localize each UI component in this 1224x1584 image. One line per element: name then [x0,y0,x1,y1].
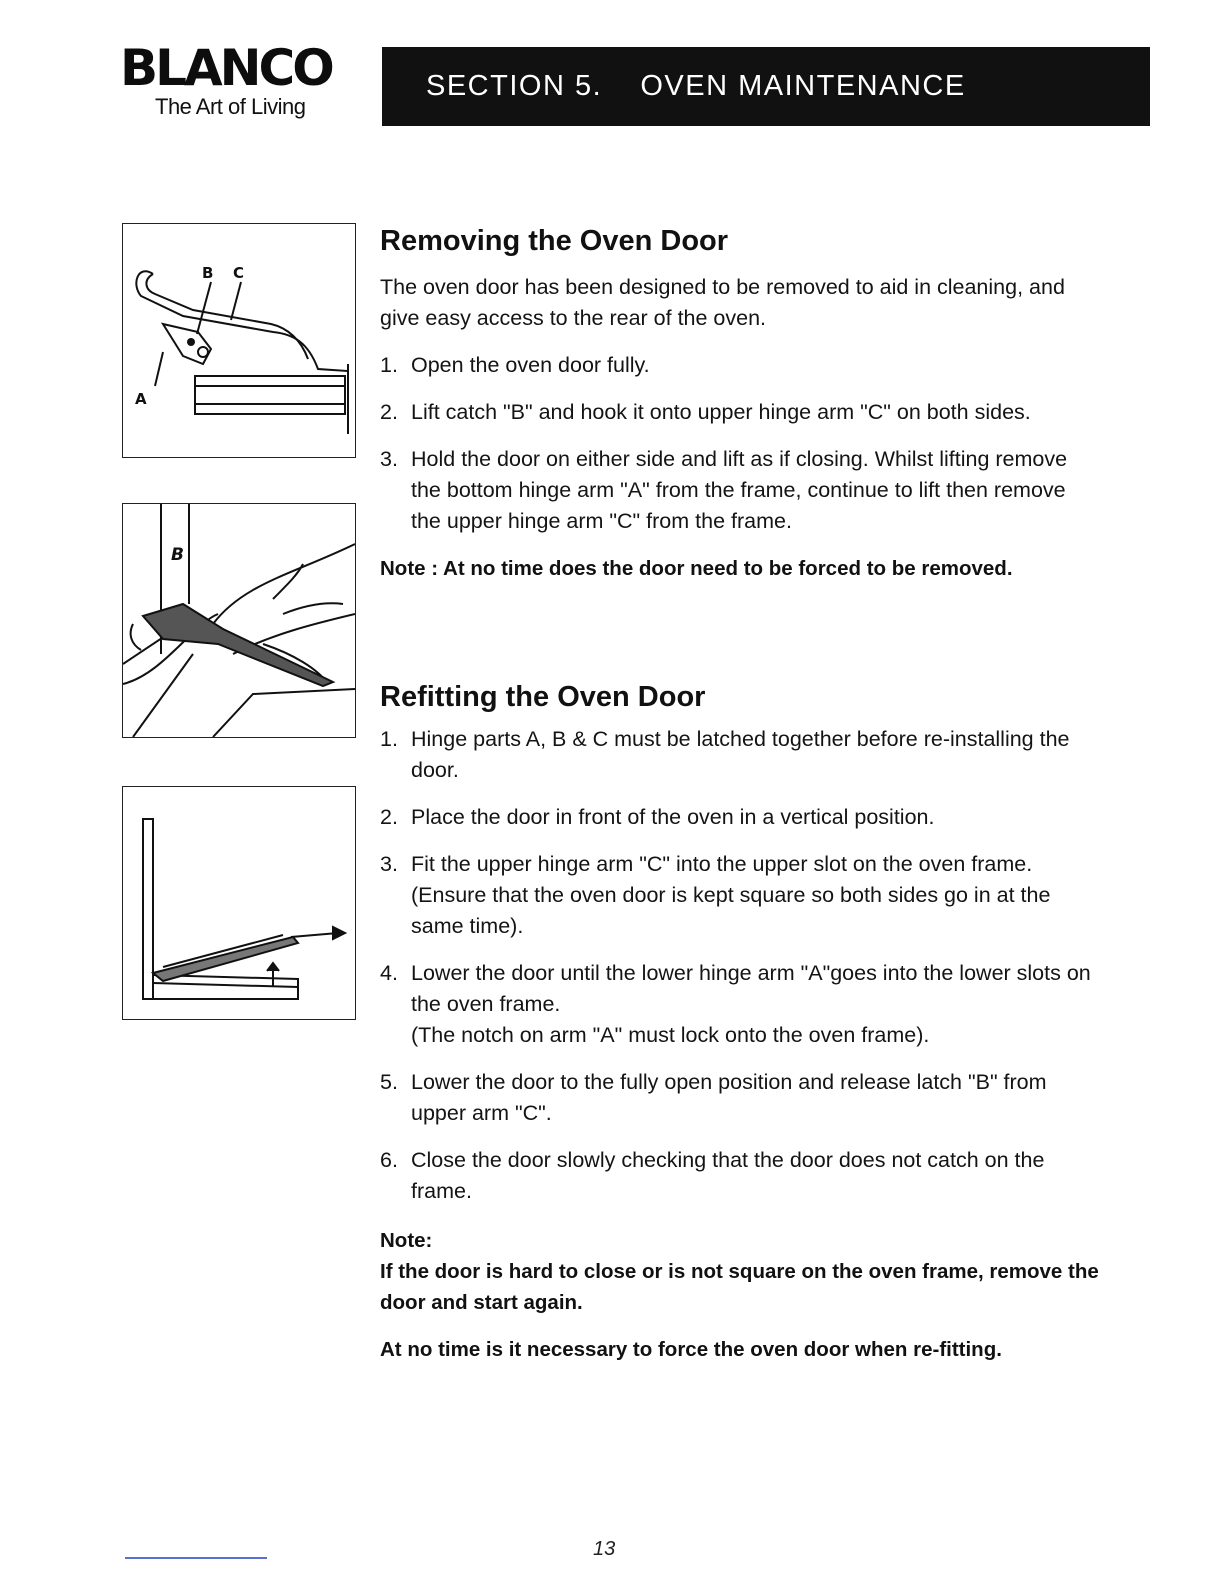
refitting-step-6 [380,1145,1100,1207]
step-text: Lower the door until the lower hinge arm "A"goes into the lower slots on the oven frame. [411,961,1091,1016]
step-number: 2. [380,400,398,424]
step-number: 1. [380,353,398,377]
step-number: 1. [380,727,398,751]
removing-step-3 [380,444,1100,537]
footer-rule [125,1557,267,1559]
door-refit-figure [122,786,356,1020]
refitting-heading: Refitting the Oven Door [380,681,706,713]
removing-heading: Removing the Oven Door [380,225,729,257]
step-text: Lift catch "B" and hook it onto upper hinge arm "C" on both sides. [411,400,1031,424]
removing-step-1 [380,350,1100,381]
brand-logo [120,40,370,120]
step-text: Lower the door to the fully open position and release latch "B" from upper arm "C". [411,1070,1047,1125]
hinge-diagram-figure [122,223,356,458]
refitting-note-text: If the door is hard to close or is not square on the oven frame, remove the door and start again. [380,1260,1099,1314]
step-text: Close the door slowly checking that the door does not catch on the frame. [411,1148,1045,1203]
fig1-label-b: B [202,264,214,282]
step-text: Open the oven door fully. [411,353,650,377]
door-refit-illustration [123,787,355,1019]
refitting-step-3 [380,849,1100,942]
section-title: SECTION 5. OVEN MAINTENANCE [382,47,1150,126]
step-number: 3. [380,447,398,471]
step-number: 4. [380,961,398,985]
door-lift-illustration [123,504,355,737]
refitting-step-5 [380,1067,1100,1129]
step-number: 3. [380,852,398,876]
brand-tagline: The Art of Living [155,94,306,119]
removing-step-2 [380,397,1100,428]
refitting-note-label: Note: [380,1229,433,1252]
door-lift-figure [122,503,356,738]
fig1-label-a: A [135,390,147,408]
removing-section [380,224,1100,584]
removing-intro: The oven door has been designed to be removed to aid in cleaning, and give easy access to the rear of the oven. [380,275,1065,330]
step-text: Place the door in front of the oven in a vertical position. [411,805,935,829]
removing-note: Note : At no time does the door need to be forced to be removed. [380,557,1013,580]
fig1-label-c: C [233,264,245,282]
refitting-final-note: At no time is it necessary to force the oven door when re-fitting. [380,1338,1002,1361]
hinge-diagram-illustration [123,224,355,457]
fig2-label-b: B [171,545,184,565]
step-subtext: (The notch on arm "A" must lock onto the oven frame). [411,1023,930,1047]
step-number: 5. [380,1070,398,1094]
refitting-step-2 [380,802,1100,833]
step-text: Hold the door on either side and lift as if closing. Whilst lifting remove the bottom hinge arm "A" from the frame, continue to lift then remove the upper hinge arm "C" from the frame. [411,447,1068,533]
step-number: 6. [380,1148,398,1172]
step-text: Fit the upper hinge arm "C" into the upper slot on the oven frame. (Ensure that the oven door is kept square so both sides go in at the same time). [411,852,1051,938]
brand-name: BLANCO [120,39,332,97]
refitting-step-1 [380,724,1100,786]
page-number: 13 [593,1538,616,1560]
refitting-step-4 [380,958,1100,1051]
refitting-section [380,680,1100,1365]
step-text: Hinge parts A, B & C must be latched together before re-installing the door. [411,727,1070,782]
step-number: 2. [380,805,398,829]
